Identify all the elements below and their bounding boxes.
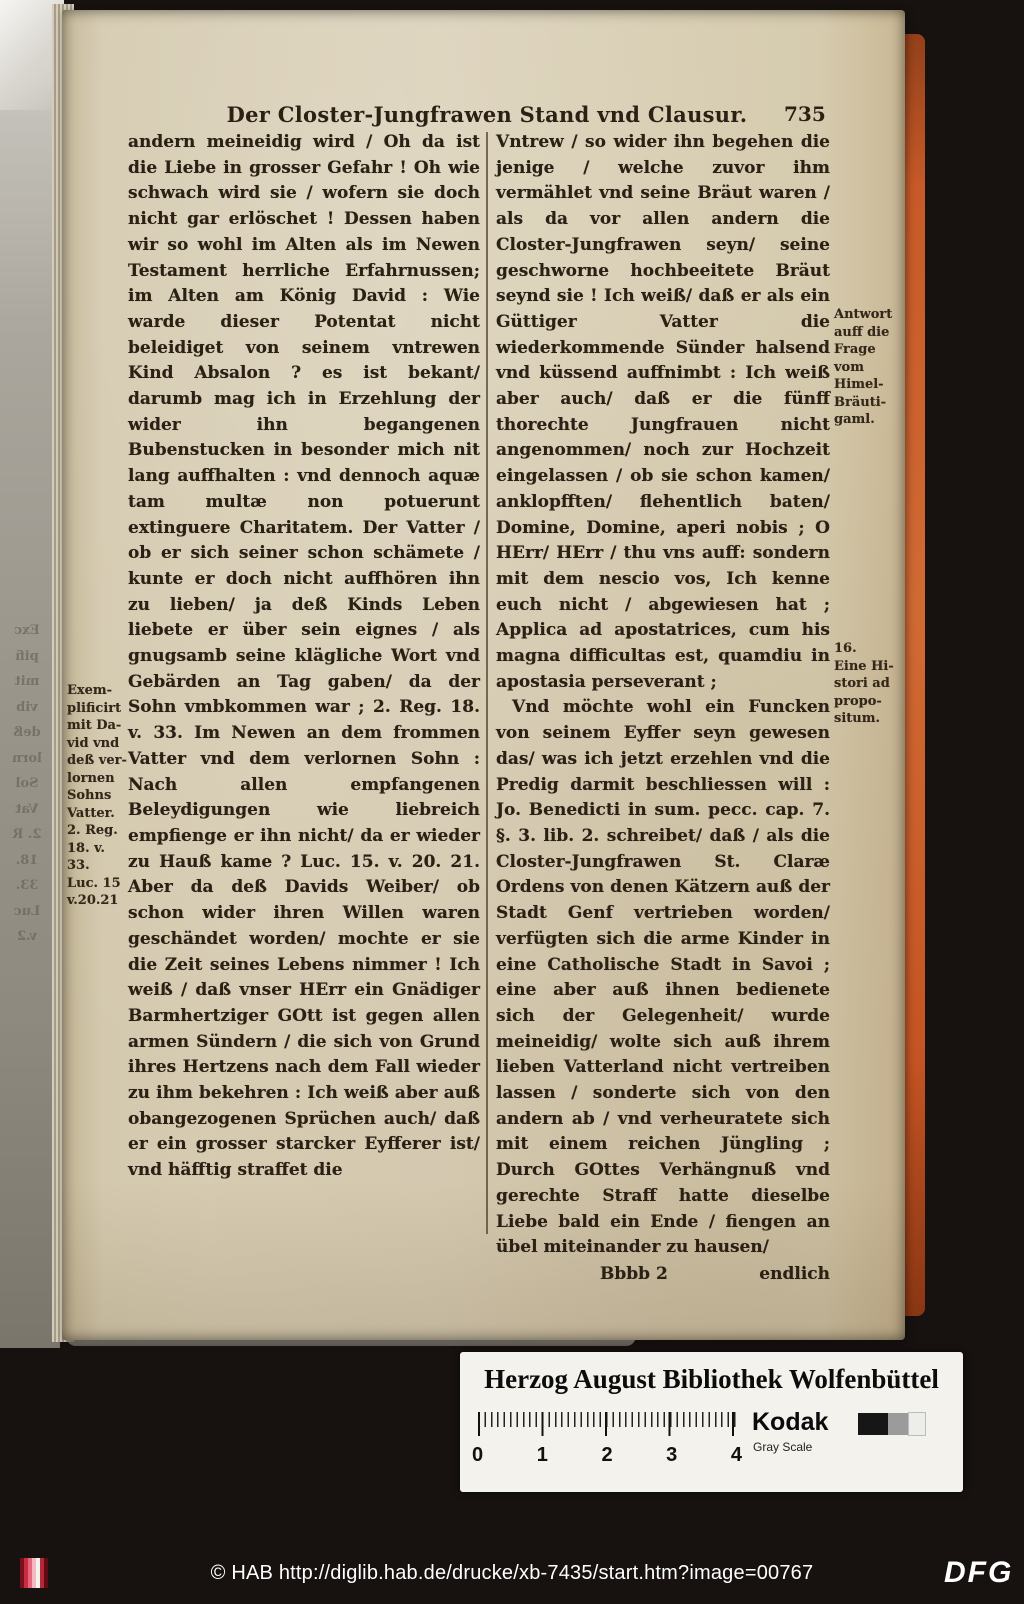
running-title: Der Closter-Jungfrawen Stand vnd Clausur. — [226, 102, 748, 127]
ruler-number: 3 — [666, 1444, 678, 1466]
margin-note-line: Luc. 15 — [67, 875, 121, 891]
right-column-paragraph-2: Vnd möchte wohl ein Funcken von seinem Eyffer seyn gewesen das/ was ich jetzt erzehlen vnd die Predig darmit beschliessen will : Jo. Benedicti in sum. pecc. cap. 7. §. 3. lib. 2. schreibet/ daß / als die Closter-Jungfrawen St. Claræ Ordens von denen Kätzern auß der Stadt Genf vertrieben worden/ verfügten sich die arme Kinder in eine Catholische Stadt in Savoi ; eine aber auß ihnen bedienete sich der Gelegenheit/ wurde meineidig/ wolte sich auß ihrem lieben Vatterland nicht vertreiben lassen / sonderte sich von den andern ab / vnd verheuratete sich mit einem reichen Jüngling ; Durch GOttes Verhängnuß vnd gerechte Straff hatte dieselbe Liebe bald ein Ende / fiengen an übel miteinander zu hausen/ — [496, 697, 830, 1258]
gray-patch-dark — [858, 1413, 888, 1435]
ghost-fragment: 18. — [15, 852, 39, 868]
ghost-fragment: v.2 — [17, 929, 37, 944]
ghost-fragment: Luc — [13, 903, 41, 919]
dfg-logo: DFG — [944, 1556, 1014, 1589]
ruler-number: 4 — [730, 1444, 742, 1466]
margin-note-line: 16. — [834, 641, 857, 656]
left-margin-note — [67, 682, 127, 910]
margin-note-line: Vatter. — [67, 805, 115, 821]
right-margin-note-histori — [834, 640, 900, 728]
margin-note-line: mit Da- — [67, 718, 122, 733]
ruler-ticks — [478, 1412, 736, 1436]
margin-note-line: auff die — [834, 324, 890, 340]
ghost-fragment: mit — [14, 674, 40, 689]
ruler-number: 1 — [536, 1444, 548, 1466]
margin-note-line: stori ad — [834, 676, 890, 691]
ghost-fragment: 33. — [15, 878, 39, 893]
margin-note-line: Exem- — [67, 683, 113, 698]
library-scale-card — [460, 1352, 963, 1492]
gray-patch-light — [908, 1412, 926, 1436]
ruler-numbers — [472, 1444, 742, 1467]
margin-note-line: 18. v. — [67, 840, 105, 856]
copyright-url-text: © HAB http://diglib.hab.de/drucke/xb-7435/start.htm?image=00767 — [210, 1562, 814, 1584]
ghost-fragment: Exc — [14, 623, 40, 638]
ghost-fragment: lorn — [12, 750, 42, 766]
signature-mark: Bbbb 2 — [600, 1263, 668, 1284]
margin-note-line: v.20.21 — [67, 893, 119, 908]
margin-note-line: Himel- — [834, 377, 884, 392]
catch-line — [496, 1262, 830, 1288]
right-column-paragraph-1: Vntrew / so wider ihn begehen die jenige / welche zuvor ihm vermählet vnd seine Bräut waren / als da vor allen andern die Closter-Jungfrawen seyn/ seine geschworne hochbeeitete Bräut seynd sie ! Ich weiß/ daß er als ein Güttiger Vatter die wiederkommende Sünder halsend vnd küssend auffnimbt : Ich weiß aber auch/ daß er die fünff thorechte Jungfrauen nicht angenommen/ noch zur Hochzeit eingelassen / ob sie schon kamen/ anklopfften/ flehentlich baten/ Domine, Domine, aperi nobis ; O HErr/ HErr / thu vns auff: sondern mit dem nescio vos, Ich kenne euch nicht / abgewiesen hat ; Applica ad apostatrices, cum his magna difficultas est, quamdiu in apostasia perseverant ; — [496, 132, 830, 692]
book-page — [62, 10, 905, 1340]
ghost-fragment: pifi — [15, 648, 39, 664]
margin-note-line: vom — [834, 359, 864, 375]
ruler-number: 0 — [472, 1444, 484, 1466]
text-column-right — [496, 130, 830, 1284]
ruler-number: 2 — [601, 1444, 613, 1466]
margin-note-line: plificirt — [67, 700, 122, 716]
margin-note-line: Sohns — [67, 788, 112, 803]
margin-note-line: 33. — [67, 858, 90, 873]
margin-note-line: propo- — [834, 693, 882, 709]
ghost-fragment: Vat — [15, 801, 39, 817]
margin-note-line: deß ver- — [67, 753, 127, 768]
page-number: 735 — [784, 102, 826, 126]
ghost-fragment: 2. R — [12, 827, 42, 842]
gray-scale-patches — [858, 1412, 926, 1436]
ghost-fragment: vib — [16, 699, 38, 715]
gray-patch-mid — [888, 1413, 908, 1435]
mirrored-text-ghost — [2, 618, 52, 950]
gray-scale-label: Gray Scale — [753, 1440, 813, 1454]
ghost-fragment: deß — [13, 725, 41, 740]
text-column-left — [128, 130, 480, 1256]
margin-note-line: 2. Reg. — [67, 823, 118, 838]
margin-note-line: Frage — [834, 342, 876, 357]
column-divider-rule — [486, 132, 488, 1234]
margin-note-line: vid vnd — [67, 735, 120, 751]
margin-note-line: Eine Hi- — [834, 658, 894, 674]
margin-note-line: Bräuti- — [834, 394, 887, 410]
kodak-logo: Kodak — [752, 1408, 829, 1436]
margin-note-line: Antwort — [834, 307, 893, 322]
right-margin-note-answer — [834, 306, 900, 429]
left-column-text: andern meineidig wird / Oh da ist die Liebe in grosser Gefahr ! Oh wie schwach wird sie / wofern sie doch nicht gar erlöschet ! Dessen haben wir so wohl im Alten als im Newen Testament herrliche Erfahrnussen; im Alten am König David : Wie warde dieser Potentat nicht beleidiget von seinem vntrewen Kind Absalon ? es ist bekant/ darumb mag ich in Erzehlung der wider ihn begangenen Bubenstucken in besonder mich nit lang auffhalten : vnd dennoch aquæ tam multæ non potuerunt extinguere Charitatem. Der Vatter / ob er sich seiner schon schämete / kunte er doch nicht auffhören ihn zu lieben/ ja deß Kinds Leben liebete er über sein eignes / als gnugsamb seine klägliche Wort vnd Gebärden an Tag gaben/ da der Sohn vmbkommen war ; 2. Reg. 18. v. 33. Im Newen an dem frommen Vatter vnd dem verlornen Sohn : Nach allen empfangenen Beleydigungen wie liebreich empfienge er ihn nicht/ da er wieder zu Hauß kame ? Luc. 15. v. 20. 21. Aber da deß Davids Weiber/ ob schon wider ihren Willen waren geschändet worden/ mochte er sie die Zeit seines Lebens nimmer ! Ich weiß / daß vnser HErr ein Gnädiger Barmhertziger GOtt ist gegen allen armen Sündern / die sich von Grund ihres Hertzens nach dem Fall wieder zu ihm bekehren : Ich weiß aber auß obangezogenen Sprüchen auch/ daß er ein grosser starcker Eyfferer ist/ vnd häfftig straffet die — [128, 132, 480, 1181]
library-name: Herzog August Bibliothek Wolfenbüttel — [484, 1364, 939, 1394]
margin-note-line: situm. — [834, 711, 880, 726]
catchword: endlich — [759, 1263, 830, 1284]
margin-note-line: lornen — [67, 770, 115, 786]
margin-note-line: gaml. — [834, 412, 875, 427]
ghost-fragment: Sol — [15, 776, 39, 791]
red-fore-edge — [902, 34, 925, 1316]
